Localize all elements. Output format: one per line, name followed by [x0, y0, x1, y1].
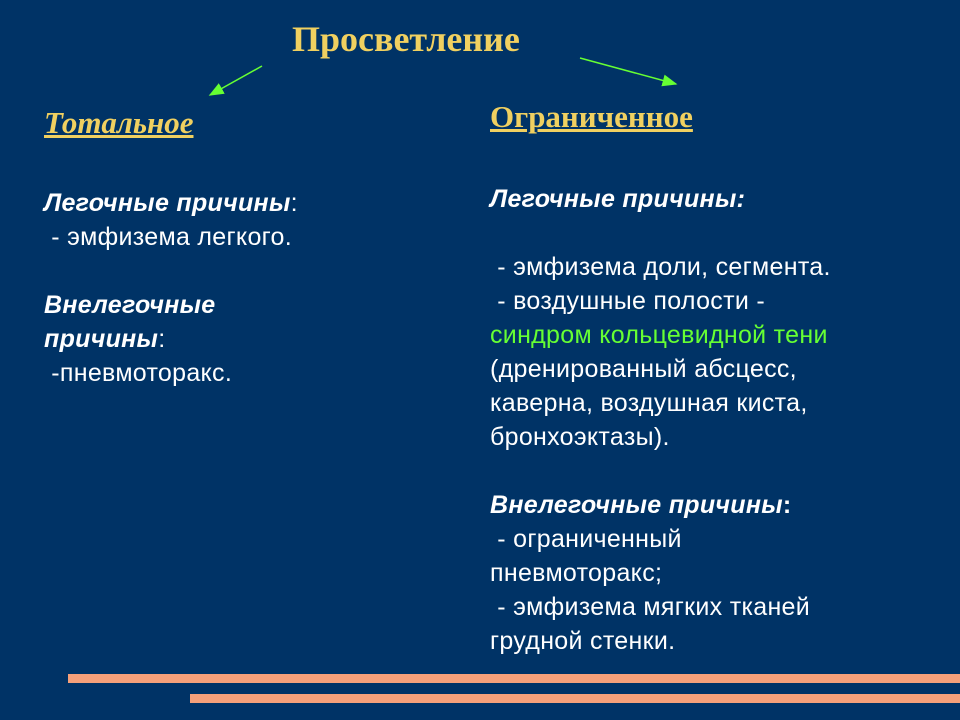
right-extra-label: Внелегочные причины: — [490, 491, 792, 519]
arrow-left — [210, 66, 262, 95]
right-item2-rest3: бронхоэктазы). — [490, 423, 670, 451]
arrow-right — [580, 58, 676, 84]
right-heading: Ограниченное — [490, 99, 693, 134]
right-item2-rest1: (дренированный абсцесс, — [490, 355, 797, 383]
right-item1: - эмфизема доли, сегмента. — [490, 253, 831, 281]
left-extra-item: -пневмоторакс. — [44, 359, 233, 387]
right-extra-item1-l2: пневмоторакс; — [490, 559, 663, 587]
left-column — [44, 104, 444, 390]
left-extra-label-line2: причины: — [44, 325, 166, 353]
right-extra-item2-l2: грудной стенки. — [490, 627, 676, 655]
right-item2: - воздушные полости - — [490, 287, 765, 315]
left-extra-label-line1: Внелегочные — [44, 291, 216, 319]
decor-stripe-top — [68, 674, 960, 683]
left-pulmonary-label: Легочные причины: — [44, 189, 298, 217]
right-extra-item1-l1: - ограниченный — [490, 525, 682, 553]
right-item2-rest2: каверна, воздушная киста, — [490, 389, 808, 417]
slide-title: Просветление — [292, 19, 520, 59]
right-pulmonary-label: Легочные причины: — [490, 185, 746, 213]
ring-shadow-syndrome: синдром кольцевидной тени — [490, 321, 828, 349]
left-heading: Тотальное — [44, 105, 194, 140]
right-extra-item2-l1: - эмфизема мягких тканей — [490, 593, 811, 621]
decor-stripe-bottom — [190, 694, 960, 703]
right-column — [490, 98, 950, 658]
left-pulmonary-item: - эмфизема легкого. — [44, 223, 292, 251]
